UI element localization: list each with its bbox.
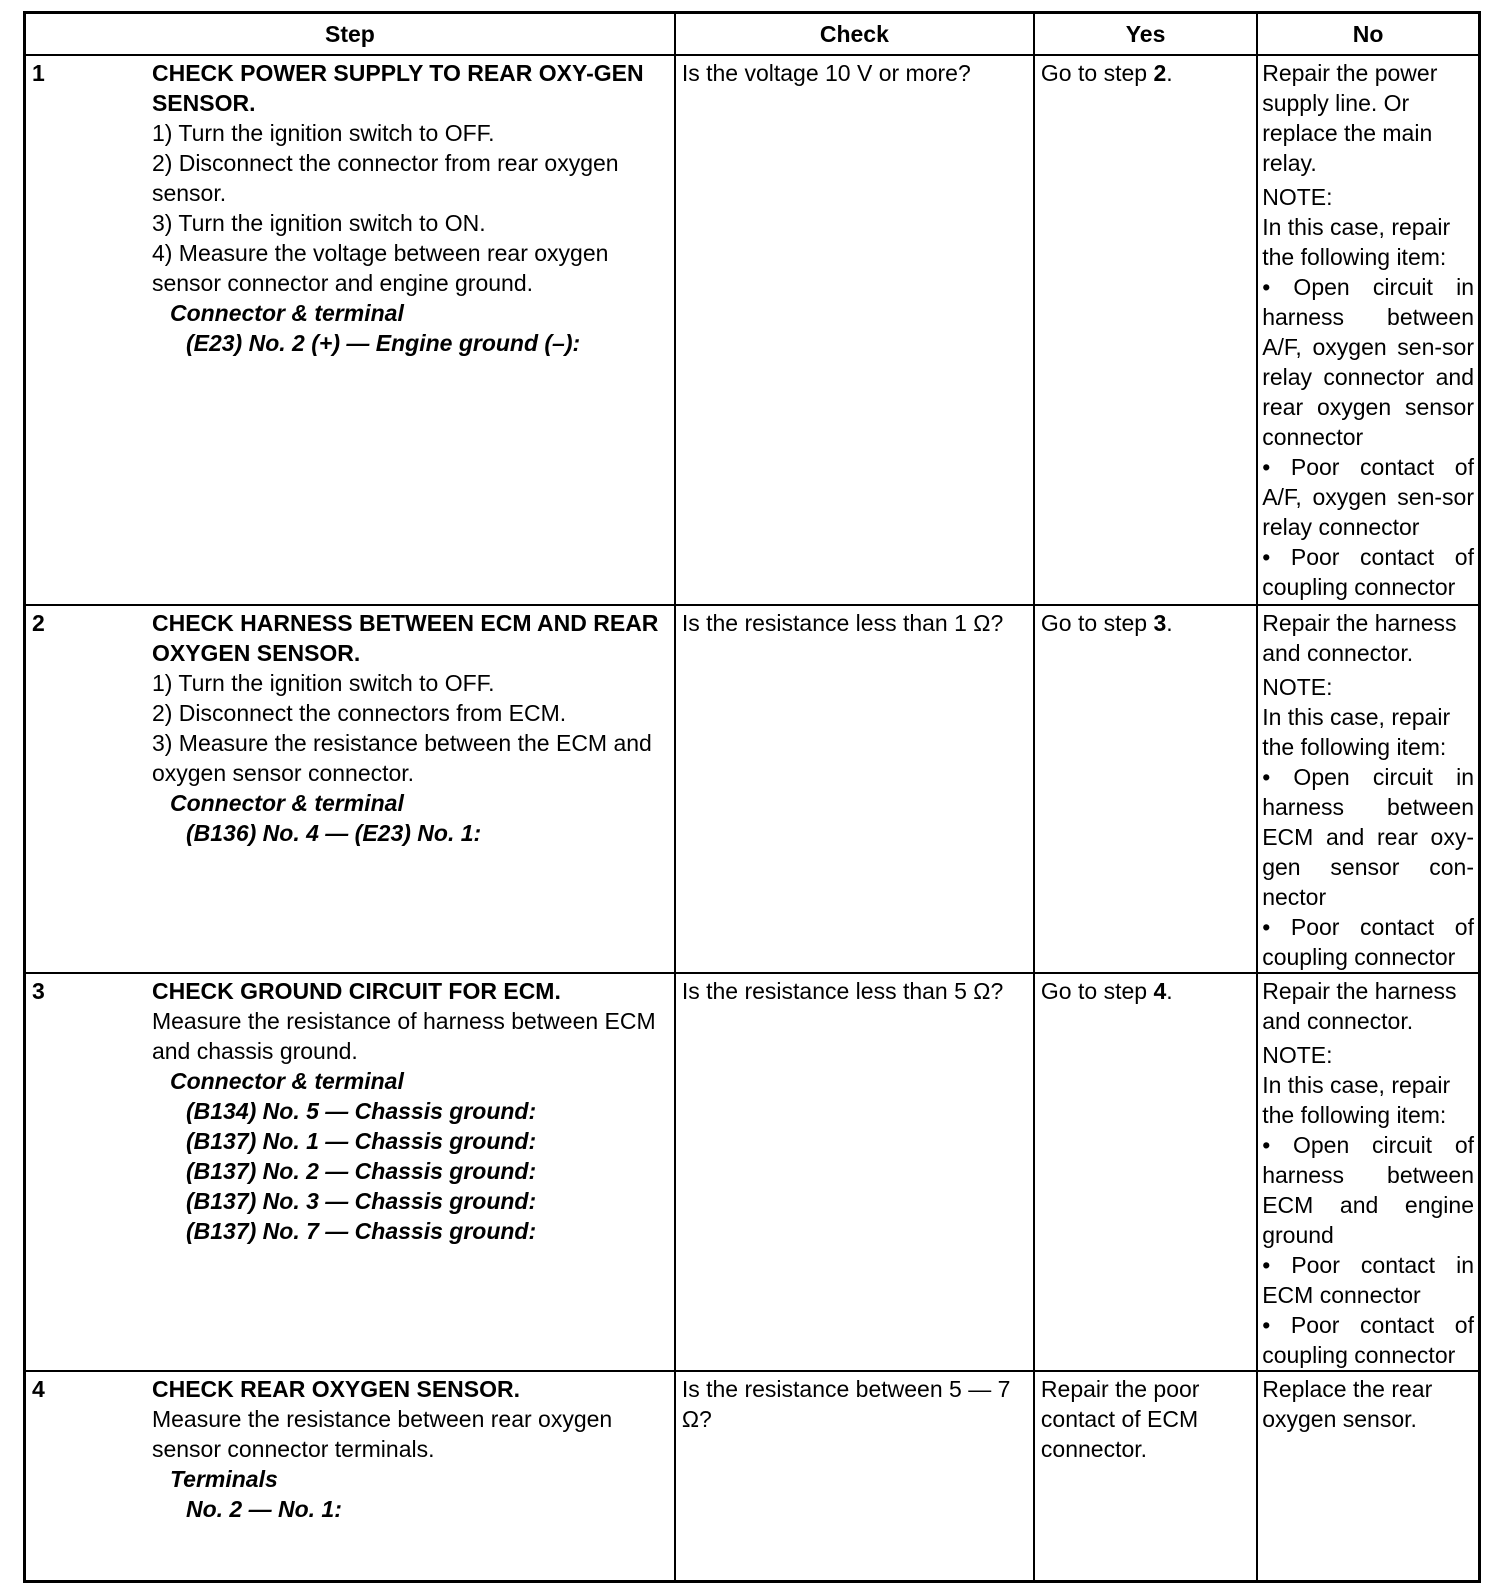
note-item: • Poor contact of coupling connector — [1262, 544, 1474, 600]
step-instruction: 4) Measure the voltage between rear oxygen sensor connector and engine ground. — [151, 240, 609, 296]
no-main-text: Replace the rear oxygen sensor. — [1262, 1376, 1433, 1432]
no-main-text: Repair the harness and connector. — [1262, 610, 1457, 666]
connector-label: Connector & terminal — [169, 1068, 404, 1094]
header-check: Check — [675, 13, 1034, 56]
table-row — [25, 973, 1480, 1371]
note-label: NOTE: — [1262, 674, 1333, 700]
step-instruction: Measure the resistance of harness between ECM and chassis ground. — [151, 1008, 656, 1064]
note-item: • Poor contact in ECM connector — [1262, 1252, 1474, 1308]
step-description — [148, 973, 675, 1371]
note-item: • Open circuit in harness between ECM and rear oxy-gen sensor con-nector — [1262, 764, 1474, 910]
table-header-row — [25, 13, 1480, 56]
diagnostic-table — [23, 11, 1481, 1583]
check-question: Is the resistance less than 1 Ω? — [675, 605, 1034, 973]
check-question: Is the voltage 10 V or more? — [675, 55, 1034, 605]
no-main-text: Repair the power supply line. Or replace the main relay. — [1262, 60, 1438, 176]
no-action — [1257, 973, 1479, 1371]
step-instruction: 1) Turn the ignition switch to OFF. — [151, 120, 495, 146]
yes-prefix: Go to step — [1040, 978, 1154, 1004]
step-instruction: 2) Disconnect the connectors from ECM. — [151, 700, 567, 726]
yes-action: Repair the poor contact of ECM connector. — [1034, 1371, 1257, 1582]
yes-suffix: . — [1166, 60, 1173, 86]
check-question: Is the resistance less than 5 Ω? — [675, 973, 1034, 1371]
step-title: CHECK REAR OXYGEN SENSOR. — [151, 1376, 521, 1402]
step-instruction: 3) Measure the resistance between the ECM and oxygen sensor connector. — [151, 730, 652, 786]
terminal-spec: (B137) No. 7 — Chassis ground: — [185, 1218, 537, 1244]
no-action — [1257, 55, 1479, 605]
note-item: • Open circuit of harness between ECM and engine ground — [1262, 1132, 1474, 1248]
note-intro: In this case, repair the following item: — [1262, 214, 1451, 270]
step-instruction: 2) Disconnect the connector from rear oxygen sensor. — [151, 150, 619, 206]
note-item: • Open circuit in harness between A/F, oxygen sen-sor relay connector and rear oxygen sensor connector — [1262, 274, 1474, 450]
yes-prefix: Go to step — [1040, 610, 1154, 636]
note-intro: In this case, repair the following item: — [1262, 704, 1451, 760]
table-row — [25, 55, 1480, 605]
header-yes: Yes — [1034, 13, 1257, 56]
step-number: 4 — [25, 1371, 148, 1582]
terminal-spec: (B134) No. 5 — Chassis ground: — [185, 1098, 537, 1124]
note-item: • Poor contact of A/F, oxygen sen-sor relay connector — [1262, 454, 1474, 540]
terminal-spec: (B137) No. 2 — Chassis ground: — [185, 1158, 537, 1184]
note-intro: In this case, repair the following item: — [1262, 1072, 1451, 1128]
yes-prefix: Go to step — [1040, 60, 1154, 86]
terminal-spec: (B137) No. 3 — Chassis ground: — [185, 1188, 537, 1214]
terminal-spec: (B136) No. 4 — (E23) No. 1: — [185, 820, 482, 846]
no-main-text: Repair the harness and connector. — [1262, 978, 1457, 1034]
yes-step-link: 3 — [1153, 610, 1167, 636]
connector-label: Connector & terminal — [169, 300, 404, 326]
note-item: • Poor contact of coupling connector — [1262, 1312, 1474, 1368]
step-title: CHECK HARNESS BETWEEN ECM AND REAR OXYGEN SENSOR. — [151, 610, 659, 666]
note-label: NOTE: — [1262, 1042, 1333, 1068]
yes-suffix: . — [1166, 610, 1173, 636]
yes-step-link: 4 — [1153, 978, 1167, 1004]
check-question: Is the resistance between 5 — 7 Ω? — [675, 1371, 1034, 1582]
step-title: CHECK POWER SUPPLY TO REAR OXY-GEN SENSOR. — [151, 60, 644, 116]
no-action — [1257, 605, 1479, 973]
step-instruction: 1) Turn the ignition switch to OFF. — [151, 670, 495, 696]
step-number: 3 — [25, 973, 148, 1371]
yes-suffix: . — [1166, 978, 1173, 1004]
header-no: No — [1257, 13, 1479, 56]
note-item: • Poor contact of coupling connector — [1262, 914, 1474, 970]
connector-label: Connector & terminal — [169, 790, 404, 816]
terminal-spec: (B137) No. 1 — Chassis ground: — [185, 1128, 537, 1154]
connector-label: Terminals — [169, 1466, 278, 1492]
header-step: Step — [25, 13, 675, 56]
terminal-spec: (E23) No. 2 (+) — Engine ground (–): — [185, 330, 581, 356]
step-description — [148, 605, 675, 973]
yes-step-link: 2 — [1153, 60, 1167, 86]
step-instruction: Measure the resistance between rear oxygen sensor connector terminals. — [151, 1406, 613, 1462]
step-number: 2 — [25, 605, 148, 973]
yes-action — [1034, 605, 1257, 973]
step-instruction: 3) Turn the ignition switch to ON. — [151, 210, 486, 236]
diagnostic-procedure-document — [23, 11, 1481, 1583]
terminal-spec: No. 2 — No. 1: — [185, 1496, 342, 1522]
step-number: 1 — [25, 55, 148, 605]
table-row — [25, 1371, 1480, 1582]
yes-action — [1034, 973, 1257, 1371]
yes-action — [1034, 55, 1257, 605]
no-action — [1257, 1371, 1479, 1582]
table-row — [25, 605, 1480, 973]
step-title: CHECK GROUND CIRCUIT FOR ECM. — [151, 978, 561, 1004]
step-description — [148, 55, 675, 605]
note-label: NOTE: — [1262, 184, 1333, 210]
step-description — [148, 1371, 675, 1582]
